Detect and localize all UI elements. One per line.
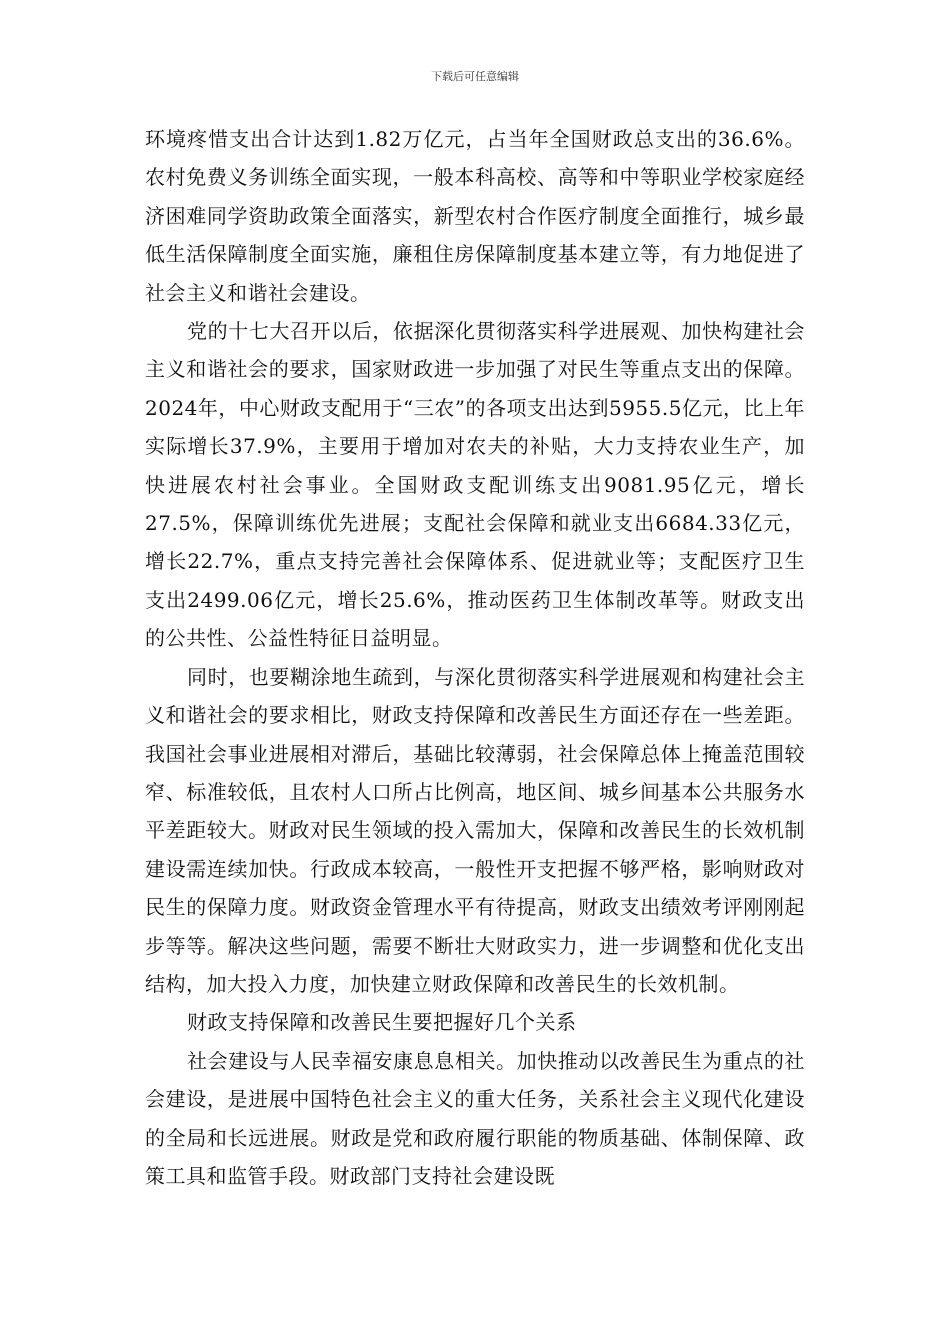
paragraph-1: 环境疼惜支出合计达到1.82万亿元，占当年全国财政总支出的36.6%。农村免费义务训练全面实现，一般本科高校、高等和中等职业学校家庭经济困难同学资助政策全面落实，新型农村合作医疗制度全面推行，城乡最低生活保障制度全面实施，廉租住房保障制度基本建立等，有力地促进了社会主义和谐社会建设。 bbox=[145, 127, 805, 305]
page-header-note: 下载后可任意编辑 bbox=[431, 70, 519, 83]
section-heading: 财政支持保障和改善民生要把握好几个关系 bbox=[187, 1010, 577, 1035]
paragraph-4: 社会建设与人民幸福安康息息相关。加快推动以改善民生为重点的社会建设，是进展中国特色社会主义的重大任务，关系社会主义现代化建设的全局和长远进展。财政是党和政府履行职能的物质基础、体制保障、政策工具和监管手段。财政部门支持社会建设既 bbox=[145, 1048, 805, 1188]
paragraph-3: 同时，也要糊涂地生疏到，与深化贯彻落实科学进展观和构建社会主义和谐社会的要求相比，财政支持保障和改善民生方面还存在一些差距。我国社会事业进展相对滞后，基础比较薄弱，社会保障总体上掩盖范围较窄、标准较低，且农村人口所占比例高，地区间、城乡间基本公共服务水平差距较大。财政对民生领域的投入需加大，保障和改善民生的长效机制建设需连续加快。行政成本较高，一般性开支把握不够严格，影响财政对民生的保障力度。财政资金管理水平有待提高，财政支出绩效考评刚刚起步等等。解决这些问题，需要不断壮大财政实力，进一步调整和优化支出结构，加大投入力度，加快建立财政保障和改善民生的长效机制。 bbox=[145, 664, 805, 996]
document-body bbox=[145, 120, 805, 1195]
paragraph-2: 党的十七大召开以后，依据深化贯彻落实科学进展观、加快构建社会主义和谐社会的要求，国家财政进一步加强了对民生等重点支出的保障。2024年，中心财政支配用于“三农”的各项支出达到5955.5亿元，比上年实际增长37.9%，主要用于增加对农夫的补贴，大力支持农业生产，加快进展农村社会事业。全国财政支配训练支出9081.95亿元，增长27.5%，保障训练优先进展；支配社会保障和就业支出6684.33亿元，增长22.7%，重点支持完善社会保障体系、促进就业等；支配医疗卫生支出2499.06亿元，增长25.6%，推动医药卫生体制改革等。财政支出的公共性、公益性特征日益明显。 bbox=[145, 319, 805, 651]
